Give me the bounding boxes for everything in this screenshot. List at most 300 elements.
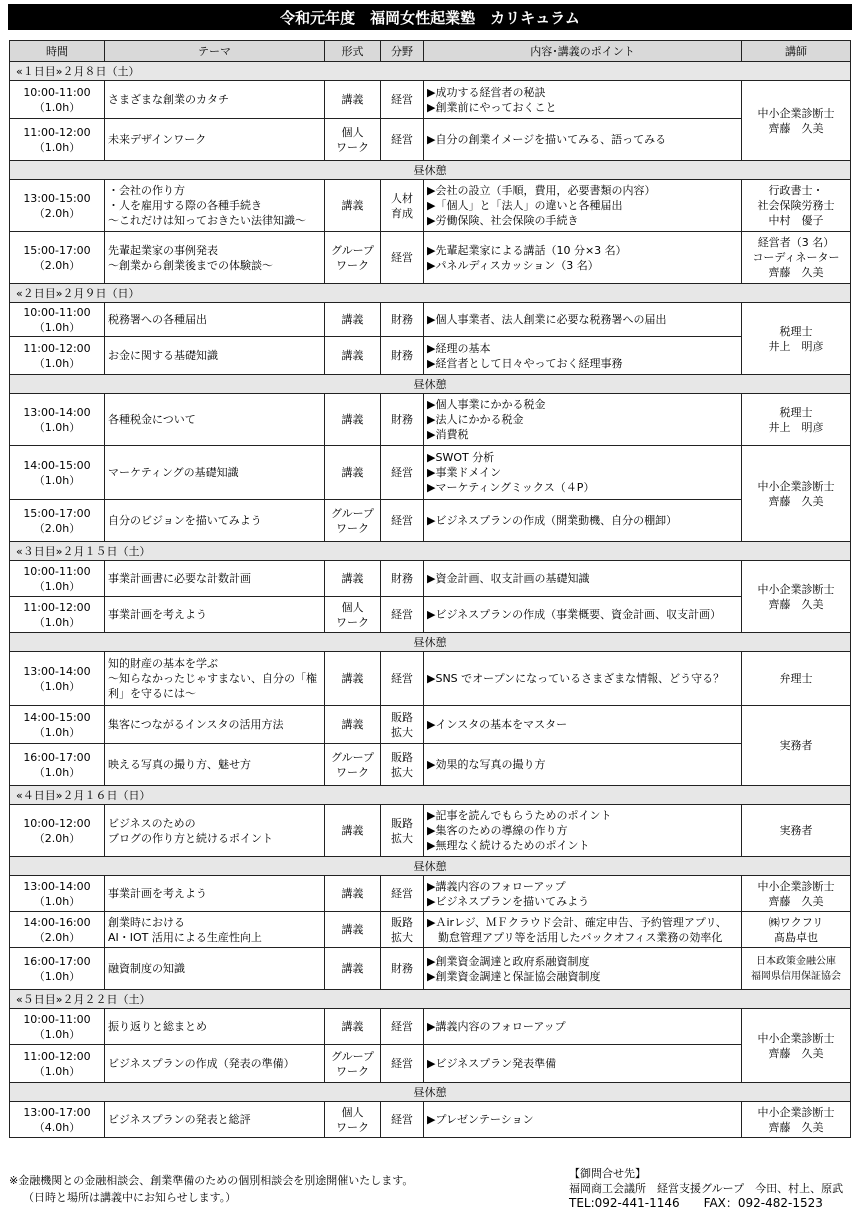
session-field — [381, 303, 424, 337]
session-format-line: ワーク — [336, 140, 369, 154]
session-instructor — [742, 912, 851, 948]
day-header-row — [10, 62, 851, 81]
session-instructor — [742, 180, 851, 232]
header-format: 形式 — [325, 41, 381, 62]
session-field-line: 育成 — [391, 206, 413, 220]
session-time-line: 16:00-17:00 — [23, 750, 91, 764]
session-field-line: 財務 — [391, 413, 413, 426]
session-theme — [105, 180, 325, 232]
session-theme-line: 自分のビジョンを描いてみよう — [108, 514, 262, 527]
session-time-line: 13:00-14:00 — [23, 879, 91, 893]
instructor-line: 実務者 — [779, 824, 813, 837]
session-theme — [105, 446, 325, 500]
session-row — [10, 805, 851, 857]
session-time-line: 13:00-17:00 — [23, 1105, 91, 1119]
session-time-line: （1.0h） — [33, 969, 81, 983]
session-theme-line: 各種税金について — [108, 413, 196, 426]
session-time-line: （2.0h） — [33, 521, 81, 535]
session-theme — [105, 1045, 325, 1083]
session-format — [325, 948, 381, 990]
session-format-line: 講義 — [341, 887, 364, 900]
instructor-line: 中小企業診断士 — [757, 582, 835, 596]
session-points — [424, 597, 742, 633]
session-format-line: ワーク — [336, 615, 369, 629]
session-row — [10, 1045, 851, 1083]
session-field — [381, 912, 424, 948]
session-format-line: 講義 — [341, 1020, 364, 1033]
lunch-break-row — [10, 375, 851, 394]
session-instructor — [742, 948, 851, 990]
instructor-line: 齊藤 久美 — [768, 1120, 824, 1134]
day-label: «１日目»２月８日（土） — [10, 62, 851, 81]
session-theme-line: 振り返りと総まとめ — [108, 1020, 207, 1033]
lunch-break-row — [10, 857, 851, 876]
session-time — [10, 446, 105, 500]
session-time — [10, 394, 105, 446]
session-row — [10, 912, 851, 948]
session-field — [381, 180, 424, 232]
session-time — [10, 337, 105, 375]
session-theme-line: 知的財産の基本を学ぶ — [108, 657, 218, 670]
session-time-line: 10:00-11:00 — [23, 1012, 91, 1026]
session-time — [10, 303, 105, 337]
session-field-line: 財務 — [391, 349, 413, 362]
instructor-line: 井上 明彦 — [768, 339, 824, 353]
session-format-line: 講義 — [341, 923, 364, 936]
header-instructor: 講師 — [742, 41, 851, 62]
session-points — [424, 81, 742, 119]
session-points-line: ▶資金計画、収支計画の基礎知識 — [427, 572, 590, 585]
break-label: 昼休憩 — [10, 857, 851, 876]
session-theme — [105, 81, 325, 119]
session-format-line: 講義 — [341, 349, 364, 362]
session-time-line: （4.0h） — [33, 1120, 81, 1134]
instructor-line: 中小企業診断士 — [757, 106, 835, 120]
session-format-line: 個人 — [341, 1105, 364, 1119]
session-field — [381, 446, 424, 500]
session-points-line: ▶事業ドメイン — [427, 466, 502, 479]
session-theme-line: 税務署への各種届出 — [108, 313, 207, 326]
session-time-line: 11:00-12:00 — [23, 1049, 91, 1063]
session-theme-line: 集客につながるインスタの活用方法 — [108, 718, 284, 731]
session-theme-line: ビジネスのための — [108, 816, 196, 830]
contact-organization: 福岡商工会議所 経営支援グループ 今田、村上、原武 — [569, 1182, 844, 1195]
session-format — [325, 706, 381, 744]
session-field-line: 販路 — [391, 915, 413, 929]
session-theme — [105, 805, 325, 857]
session-time — [10, 1009, 105, 1045]
session-row — [10, 500, 851, 542]
session-field-line: 財務 — [391, 962, 413, 975]
session-points-line: ▶ビジネスプランの作成（事業概要、資金計画、収支計画） — [427, 608, 722, 621]
session-instructor — [742, 446, 851, 542]
session-time — [10, 119, 105, 161]
session-time-line: （1.0h） — [33, 420, 81, 434]
instructor-line: 髙島卓也 — [774, 930, 818, 944]
session-points — [424, 706, 742, 744]
session-time-line: 16:00-17:00 — [23, 954, 91, 968]
session-points-line: ▶プレゼンテーション — [427, 1113, 534, 1126]
instructor-line: 井上 明彦 — [768, 420, 824, 434]
day-label: «４日目»２月１６日（日） — [10, 786, 851, 805]
session-time-line: 13:00-15:00 — [23, 191, 91, 205]
session-format-line: 講義 — [341, 413, 364, 426]
session-field — [381, 876, 424, 912]
session-points — [424, 805, 742, 857]
session-points — [424, 232, 742, 284]
session-format-line: ワーク — [336, 1064, 369, 1078]
day-header-row — [10, 786, 851, 805]
session-row — [10, 706, 851, 744]
session-format — [325, 805, 381, 857]
day-header-row — [10, 542, 851, 561]
session-points-line: ▶個人事業にかかる税金 — [427, 398, 546, 411]
session-time — [10, 706, 105, 744]
session-format — [325, 500, 381, 542]
break-label: 昼休憩 — [10, 161, 851, 180]
session-points-line: ▶自分の創業イメージを描いてみる、語ってみる — [427, 133, 667, 146]
session-format-line: 講義 — [341, 466, 364, 479]
day-header-row — [10, 990, 851, 1009]
session-time-line: 10:00-11:00 — [23, 305, 91, 319]
footer-note: （日時と場所は講義中にお知らせします。） — [23, 1191, 237, 1204]
session-instructor — [742, 876, 851, 912]
day-label: «２日目»２月９日（日） — [10, 284, 851, 303]
footer-notes — [9, 1172, 413, 1206]
session-format-line: 講義 — [341, 93, 364, 106]
session-format-line: 個人 — [341, 600, 364, 614]
session-theme-line: 未来デザインワーク — [108, 133, 207, 146]
session-row — [10, 180, 851, 232]
session-points-line: ▶消費税 — [427, 428, 469, 441]
session-field — [381, 805, 424, 857]
session-theme — [105, 706, 325, 744]
session-format-line: 講義 — [341, 962, 364, 975]
session-field — [381, 81, 424, 119]
session-field — [381, 561, 424, 597]
session-theme-line: ～創業から創業後までの体験談～ — [108, 258, 273, 272]
session-theme-line: マーケティングの基礎知識 — [108, 466, 239, 479]
session-points — [424, 180, 742, 232]
session-field-line: 販路 — [391, 710, 413, 724]
session-time-line: 13:00-14:00 — [23, 664, 91, 678]
session-theme — [105, 744, 325, 786]
session-field-line: 経営 — [391, 133, 413, 146]
session-points-line: 勤怠管理アプリ等を活用したバックオフィス業務の効率化 — [427, 930, 723, 944]
session-field — [381, 500, 424, 542]
curriculum-table — [9, 40, 851, 1138]
instructor-line: 中小企業診断士 — [757, 479, 835, 493]
session-time-line: 14:00-16:00 — [23, 915, 91, 929]
instructor-line: 齊藤 久美 — [768, 266, 824, 279]
session-row — [10, 81, 851, 119]
session-format-line: グループ — [330, 243, 375, 257]
session-row — [10, 303, 851, 337]
session-theme — [105, 303, 325, 337]
session-time-line: （1.0h） — [33, 140, 81, 154]
session-field-line: 人材 — [391, 191, 413, 205]
session-points-line: ▶ビジネスプランを描いてみよう — [427, 894, 590, 908]
session-instructor — [742, 1102, 851, 1138]
session-row — [10, 1102, 851, 1138]
session-row — [10, 948, 851, 990]
session-row — [10, 876, 851, 912]
session-theme — [105, 948, 325, 990]
session-points-line: ▶経営者として日々やっておく経理事務 — [427, 356, 623, 370]
session-points — [424, 500, 742, 542]
session-points — [424, 337, 742, 375]
instructor-line: ㈱ワクフリ — [768, 915, 824, 929]
session-theme-line: 先輩起業家の事例発表 — [108, 243, 218, 257]
session-points-line: ▶成功する経営者の秘訣 — [427, 85, 546, 99]
session-format-line: 講義 — [341, 824, 364, 837]
session-theme-line: 利」を守るには～ — [108, 687, 196, 700]
session-time-line: 10:00-11:00 — [23, 564, 91, 578]
session-time — [10, 948, 105, 990]
instructor-line: 齊藤 久美 — [768, 597, 824, 611]
header-field: 分野 — [381, 41, 424, 62]
session-row — [10, 119, 851, 161]
session-field-line: 拡大 — [391, 930, 413, 944]
session-points-line: ▶講義内容のフォローアップ — [427, 1020, 566, 1033]
session-instructor — [742, 232, 851, 284]
session-points-line: ▶記事を読んでもらうためのポイント — [427, 809, 612, 822]
session-theme — [105, 500, 325, 542]
session-field-line: 拡大 — [391, 725, 413, 739]
session-time — [10, 876, 105, 912]
session-field-line: 財務 — [391, 572, 413, 585]
session-row — [10, 652, 851, 706]
session-format — [325, 1009, 381, 1045]
session-format — [325, 180, 381, 232]
session-points-line: ▶SNS でオープンになっているさまざまな情報、どう守る？ — [427, 672, 725, 685]
session-time-line: （2.0h） — [33, 258, 81, 272]
session-field-line: 経営 — [391, 514, 413, 527]
instructor-line: 税理士 — [779, 405, 813, 419]
session-instructor — [742, 561, 851, 633]
session-field — [381, 706, 424, 744]
session-format — [325, 119, 381, 161]
session-format-line: ワーク — [336, 765, 369, 779]
session-instructor — [742, 805, 851, 857]
session-time-line: （2.0h） — [33, 831, 81, 845]
contact-info — [569, 1166, 843, 1211]
contact-phone-fax: TEL:092-441-1146 FAX：092-482-1523 — [569, 1196, 823, 1210]
session-theme-line: ブログの作り方と続けるポイント — [108, 831, 273, 845]
session-time — [10, 232, 105, 284]
header-theme: テーマ — [105, 41, 325, 62]
lunch-break-row — [10, 161, 851, 180]
session-field — [381, 1045, 424, 1083]
instructor-line: 齊藤 久美 — [768, 1046, 824, 1060]
instructor-line: 経営者（3 名） — [757, 236, 835, 249]
session-instructor — [742, 81, 851, 161]
session-format — [325, 394, 381, 446]
session-points-line: ▶創業資金調達と政府系融資制度 — [427, 954, 590, 968]
session-format — [325, 561, 381, 597]
session-format — [325, 652, 381, 706]
session-time-line: 11:00-12:00 — [23, 600, 91, 614]
session-time-line: （1.0h） — [33, 356, 81, 370]
session-theme — [105, 597, 325, 633]
session-format-line: ワーク — [336, 258, 369, 272]
session-points — [424, 303, 742, 337]
session-field-line: 経営 — [391, 93, 413, 106]
instructor-line: 税理士 — [779, 324, 813, 338]
session-field — [381, 1102, 424, 1138]
session-time-line: 11:00-12:00 — [23, 125, 91, 139]
session-theme-line: ビジネスプランの作成（発表の準備） — [108, 1057, 295, 1070]
session-theme — [105, 652, 325, 706]
session-points — [424, 119, 742, 161]
session-format-line: 講義 — [341, 572, 364, 585]
session-time-line: （2.0h） — [33, 206, 81, 220]
session-format — [325, 446, 381, 500]
session-points — [424, 1102, 742, 1138]
session-field-line: 拡大 — [391, 831, 413, 845]
header-time: 時間 — [10, 41, 105, 62]
session-theme-line: 事業計画を考えよう — [108, 608, 207, 621]
session-points — [424, 744, 742, 786]
session-time-line: 13:00-14:00 — [23, 405, 91, 419]
instructor-line: 中小企業診断士 — [757, 1031, 835, 1045]
session-field-line: 経営 — [391, 1113, 413, 1126]
break-label: 昼休憩 — [10, 1083, 851, 1102]
instructor-line: 齊藤 久美 — [768, 894, 824, 908]
session-points — [424, 394, 742, 446]
session-time-line: （1.0h） — [33, 765, 81, 779]
session-format — [325, 876, 381, 912]
session-points-line: ▶SWOT 分析 — [427, 451, 495, 464]
session-time-line: 10:00-11:00 — [23, 85, 91, 99]
session-format — [325, 337, 381, 375]
session-points-line: ▶パネルディスカッション（3 名） — [427, 258, 599, 272]
session-points-line: ▶無理なく続けるためのポイント — [427, 839, 590, 852]
header-points: 内容･講義のポイント — [424, 41, 742, 62]
session-points-line: ▶ビジネスプランの作成（開業動機、自分の棚卸） — [427, 514, 678, 527]
contact-heading: 【御問合せ先】 — [569, 1167, 646, 1180]
session-format-line: ワーク — [336, 1120, 369, 1134]
session-theme-line: お金に関する基礎知識 — [108, 349, 218, 362]
session-time — [10, 597, 105, 633]
session-time-line: 15:00-17:00 — [23, 506, 91, 520]
session-time-line: 15:00-17:00 — [23, 243, 91, 257]
instructor-line: 中小企業診断士 — [757, 879, 835, 893]
session-field — [381, 744, 424, 786]
session-row — [10, 446, 851, 500]
day-header-row — [10, 284, 851, 303]
session-format-line: ワーク — [336, 521, 369, 535]
session-points — [424, 561, 742, 597]
session-points-line: ▶創業前にやっておくこと — [427, 100, 557, 114]
session-field — [381, 597, 424, 633]
session-field-line: 経営 — [391, 466, 413, 479]
session-time-line: 14:00-15:00 — [23, 710, 91, 724]
session-time-line: （1.0h） — [33, 725, 81, 739]
session-instructor — [742, 303, 851, 375]
session-points-line: ▶創業資金調達と保証協会融資制度 — [427, 969, 601, 983]
session-time-line: （1.0h） — [33, 679, 81, 693]
instructor-line: 日本政策金融公庫 — [756, 955, 836, 967]
instructor-line: 中村 優子 — [768, 214, 824, 227]
session-theme — [105, 561, 325, 597]
session-points-line: ▶法人にかかる税金 — [427, 413, 524, 426]
session-format — [325, 81, 381, 119]
session-points-line: ▶個人事業者、法人創業に必要な税務署への届出 — [427, 313, 667, 326]
session-format — [325, 232, 381, 284]
session-time — [10, 180, 105, 232]
lunch-break-row — [10, 633, 851, 652]
session-points-line: ▶「個人」と「法人」の違いと各種届出 — [427, 199, 623, 212]
instructor-line: 実務者 — [779, 739, 813, 752]
session-row — [10, 394, 851, 446]
session-points-line: ▶効果的な写真の撮り方 — [427, 758, 546, 771]
session-format-line: 講義 — [341, 672, 364, 685]
session-format-line: グループ — [330, 750, 375, 764]
day-label: «５日目»２月２２日（土） — [10, 990, 851, 1009]
session-row — [10, 744, 851, 786]
session-field-line: 販路 — [391, 750, 413, 764]
session-points — [424, 652, 742, 706]
session-points — [424, 1009, 742, 1045]
session-field-line: 販路 — [391, 816, 413, 830]
session-theme — [105, 232, 325, 284]
session-format-line: 講義 — [341, 313, 364, 326]
session-field — [381, 394, 424, 446]
session-theme-line: ～これだけは知っておきたい法律知識～ — [108, 214, 306, 227]
session-time-line: （1.0h） — [33, 100, 81, 114]
session-time-line: （1.0h） — [33, 1027, 81, 1041]
session-time-line: 10:00-12:00 — [23, 816, 91, 830]
session-time — [10, 805, 105, 857]
lunch-break-row — [10, 1083, 851, 1102]
session-instructor — [742, 394, 851, 446]
page-title: 令和元年度 福岡女性起業塾 カリキュラム — [8, 4, 852, 30]
session-row — [10, 337, 851, 375]
session-time-line: （1.0h） — [33, 579, 81, 593]
instructor-line: 齊藤 久美 — [768, 494, 824, 508]
session-points — [424, 1045, 742, 1083]
session-theme-line: 映える写真の撮り方、魅せ方 — [108, 758, 251, 771]
instructor-line: 齊藤 久美 — [768, 121, 824, 135]
session-points-line: ▶マーケティングミックス（４P） — [427, 481, 595, 494]
instructor-line: 中小企業診断士 — [757, 1105, 835, 1119]
session-instructor — [742, 1009, 851, 1083]
session-theme — [105, 876, 325, 912]
session-field — [381, 652, 424, 706]
session-format-line: 講義 — [341, 718, 364, 731]
session-points-line: ▶Ａirレジ、ＭＦクラウド会計、確定申告、予約管理アプリ、 — [427, 915, 727, 929]
session-format — [325, 912, 381, 948]
session-theme-line: AI・IOT 活用による生産性向上 — [108, 930, 262, 944]
session-points — [424, 912, 742, 948]
session-time-line: （1.0h） — [33, 320, 81, 334]
session-theme-line: ビジネスプランの発表と総評 — [108, 1113, 251, 1126]
session-field-line: 拡大 — [391, 765, 413, 779]
session-theme-line: さまざまな創業のカタチ — [108, 93, 229, 106]
session-theme — [105, 337, 325, 375]
session-field — [381, 1009, 424, 1045]
session-row — [10, 232, 851, 284]
session-time-line: （2.0h） — [33, 930, 81, 944]
session-format — [325, 1045, 381, 1083]
session-row — [10, 1009, 851, 1045]
session-points-line: ▶インスタの基本をマスター — [427, 718, 568, 731]
instructor-line: 行政書士・ — [768, 184, 824, 197]
session-field — [381, 948, 424, 990]
session-time — [10, 81, 105, 119]
session-time-line: （1.0h） — [33, 894, 81, 908]
